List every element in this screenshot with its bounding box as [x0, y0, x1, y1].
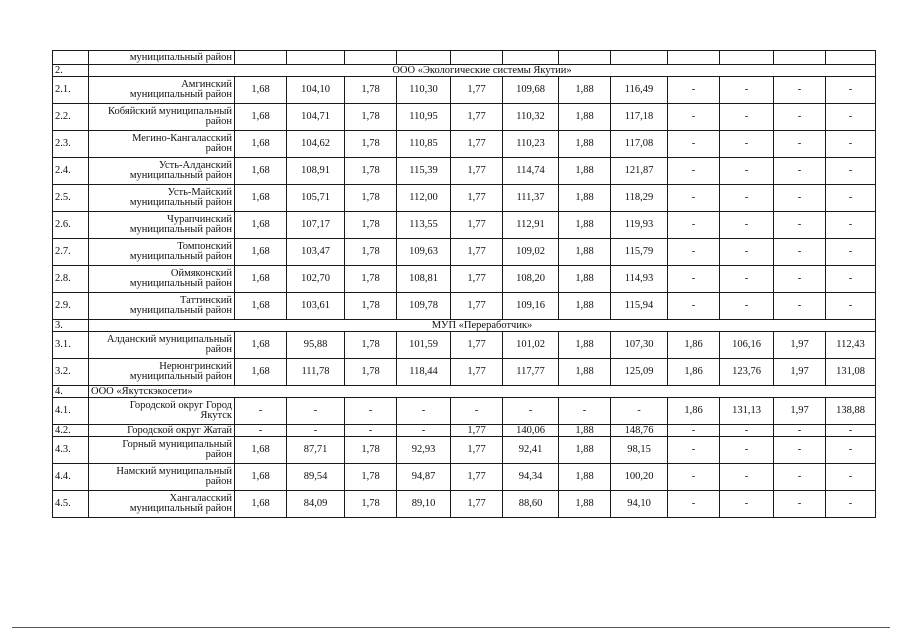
- table-row: [53, 464, 876, 491]
- value-cell: 103,47: [287, 239, 345, 266]
- row-name-line: Кобяйский муниципальный: [108, 106, 232, 117]
- value-cell: 1,68: [235, 491, 287, 518]
- value-cell: -: [668, 437, 720, 464]
- value-cell: -: [397, 425, 451, 437]
- value-cell: 1,88: [559, 437, 611, 464]
- value-cell: 1,68: [235, 104, 287, 131]
- row-name: [89, 77, 235, 104]
- row-number: 2.8.: [53, 266, 89, 293]
- value-cell: 1,88: [559, 332, 611, 359]
- value-cell: -: [720, 77, 774, 104]
- value-cell: -: [720, 104, 774, 131]
- section-row: [53, 386, 876, 398]
- value-cell: [559, 51, 611, 65]
- row-name: [89, 239, 235, 266]
- value-cell: 92,93: [397, 437, 451, 464]
- value-cell: -: [826, 104, 876, 131]
- row-name-line: район: [205, 143, 232, 154]
- value-cell: 101,02: [503, 332, 559, 359]
- value-cell: 1,77: [451, 185, 503, 212]
- row-name-line: муниципальный район: [129, 251, 232, 262]
- value-cell: -: [774, 425, 826, 437]
- table-row: [53, 185, 876, 212]
- value-cell: [287, 51, 345, 65]
- row-name: [89, 491, 235, 518]
- row-name-line: Горный муниципальный: [122, 439, 232, 450]
- row-number: 2.4.: [53, 158, 89, 185]
- value-cell: 109,63: [397, 239, 451, 266]
- value-cell: 1,68: [235, 359, 287, 386]
- value-cell: -: [287, 425, 345, 437]
- row-name-line: муниципальный район: [129, 371, 232, 382]
- value-cell: [235, 51, 287, 65]
- row-name: [89, 131, 235, 158]
- value-cell: -: [720, 185, 774, 212]
- value-cell: 115,39: [397, 158, 451, 185]
- value-cell: 1,77: [451, 425, 503, 437]
- value-cell: 125,09: [611, 359, 668, 386]
- row-name-line: район: [205, 344, 232, 355]
- value-cell: 1,88: [559, 185, 611, 212]
- value-cell: 1,78: [345, 212, 397, 239]
- row-number: [53, 51, 89, 65]
- table-row: [53, 131, 876, 158]
- value-cell: -: [826, 266, 876, 293]
- row-number: 2.9.: [53, 293, 89, 320]
- value-cell: 1,86: [668, 332, 720, 359]
- value-cell: -: [774, 185, 826, 212]
- row-name: [89, 398, 235, 425]
- row-name-line: муниципальный район: [129, 89, 232, 100]
- table-row: [53, 425, 876, 437]
- value-cell: 98,15: [611, 437, 668, 464]
- value-cell: 1,77: [451, 239, 503, 266]
- value-cell: 106,16: [720, 332, 774, 359]
- value-cell: 1,88: [559, 266, 611, 293]
- row-name-line: Хангаласский: [169, 493, 232, 504]
- value-cell: 104,71: [287, 104, 345, 131]
- value-cell: 1,68: [235, 266, 287, 293]
- row-name-line: Алданский муниципальный: [106, 334, 232, 345]
- row-number: 2.: [53, 65, 89, 77]
- value-cell: -: [668, 464, 720, 491]
- value-cell: -: [235, 425, 287, 437]
- value-cell: 1,78: [345, 239, 397, 266]
- row-number: 4.2.: [53, 425, 89, 437]
- value-cell: 1,77: [451, 104, 503, 131]
- value-cell: -: [720, 425, 774, 437]
- row-number: 3.1.: [53, 332, 89, 359]
- value-cell: -: [826, 185, 876, 212]
- row-name-line: муниципальный район: [129, 224, 232, 235]
- value-cell: 1,78: [345, 266, 397, 293]
- value-cell: 1,78: [345, 464, 397, 491]
- value-cell: 1,88: [559, 239, 611, 266]
- value-cell: 110,95: [397, 104, 451, 131]
- value-cell: 116,49: [611, 77, 668, 104]
- value-cell: -: [826, 131, 876, 158]
- value-cell: 1,78: [345, 158, 397, 185]
- table-row: [53, 398, 876, 425]
- value-cell: 1,88: [559, 158, 611, 185]
- value-cell: 1,77: [451, 266, 503, 293]
- value-cell: -: [345, 425, 397, 437]
- value-cell: 115,79: [611, 239, 668, 266]
- value-cell: -: [668, 266, 720, 293]
- value-cell: 1,68: [235, 293, 287, 320]
- value-cell: 108,20: [503, 266, 559, 293]
- row-name: [89, 437, 235, 464]
- value-cell: -: [774, 266, 826, 293]
- value-cell: 110,30: [397, 77, 451, 104]
- section-row: [53, 65, 876, 77]
- value-cell: 102,70: [287, 266, 345, 293]
- row-name-line: муниципальный район: [129, 197, 232, 208]
- row-name: [89, 293, 235, 320]
- table-row: [53, 266, 876, 293]
- value-cell: 118,29: [611, 185, 668, 212]
- table-row: [53, 293, 876, 320]
- value-cell: 114,74: [503, 158, 559, 185]
- value-cell: [345, 51, 397, 65]
- value-cell: [397, 51, 451, 65]
- value-cell: 131,13: [720, 398, 774, 425]
- value-cell: -: [668, 425, 720, 437]
- value-cell: -: [720, 239, 774, 266]
- value-cell: 89,54: [287, 464, 345, 491]
- value-cell: 1,88: [559, 104, 611, 131]
- value-cell: -: [397, 398, 451, 425]
- value-cell: -: [826, 212, 876, 239]
- value-cell: [503, 51, 559, 65]
- value-cell: [720, 51, 774, 65]
- value-cell: -: [720, 266, 774, 293]
- value-cell: 107,30: [611, 332, 668, 359]
- value-cell: -: [826, 464, 876, 491]
- value-cell: 94,10: [611, 491, 668, 518]
- value-cell: 1,77: [451, 131, 503, 158]
- value-cell: 109,78: [397, 293, 451, 320]
- value-cell: 1,78: [345, 491, 397, 518]
- value-cell: 112,91: [503, 212, 559, 239]
- value-cell: 1,86: [668, 398, 720, 425]
- row-name-line: муниципальный район: [129, 503, 232, 514]
- value-cell: 104,62: [287, 131, 345, 158]
- value-cell: 95,88: [287, 332, 345, 359]
- value-cell: 113,55: [397, 212, 451, 239]
- value-cell: 1,77: [451, 491, 503, 518]
- row-name-line: район: [205, 476, 232, 487]
- row-name-line: Оймяконский: [170, 268, 232, 279]
- table-row: [53, 491, 876, 518]
- row-number: 4.: [53, 386, 89, 398]
- value-cell: 131,08: [826, 359, 876, 386]
- value-cell: 109,68: [503, 77, 559, 104]
- value-cell: [611, 51, 668, 65]
- value-cell: 1,78: [345, 77, 397, 104]
- row-name-line: муниципальный район: [129, 305, 232, 316]
- value-cell: 112,43: [826, 332, 876, 359]
- value-cell: 109,16: [503, 293, 559, 320]
- value-cell: 104,10: [287, 77, 345, 104]
- table-row: [53, 359, 876, 386]
- tariff-table: [52, 50, 876, 518]
- value-cell: 110,32: [503, 104, 559, 131]
- value-cell: 88,60: [503, 491, 559, 518]
- value-cell: 148,76: [611, 425, 668, 437]
- value-cell: 103,61: [287, 293, 345, 320]
- value-cell: 108,91: [287, 158, 345, 185]
- row-name-line: Амгинский: [181, 79, 232, 90]
- value-cell: 1,78: [345, 437, 397, 464]
- row-name-line: Усть-Алданский: [158, 160, 232, 171]
- value-cell: -: [826, 77, 876, 104]
- value-cell: 87,71: [287, 437, 345, 464]
- value-cell: -: [826, 425, 876, 437]
- row-name: [89, 185, 235, 212]
- value-cell: 1,68: [235, 131, 287, 158]
- value-cell: 1,77: [451, 158, 503, 185]
- row-number: 4.5.: [53, 491, 89, 518]
- value-cell: 1,77: [451, 332, 503, 359]
- row-name-line: район: [205, 449, 232, 460]
- row-number: 2.5.: [53, 185, 89, 212]
- value-cell: 1,88: [559, 77, 611, 104]
- row-name: [89, 359, 235, 386]
- value-cell: -: [774, 293, 826, 320]
- value-cell: -: [826, 293, 876, 320]
- section-title: МУП «Переработчик»: [89, 320, 876, 332]
- value-cell: -: [235, 398, 287, 425]
- row-number: 2.2.: [53, 104, 89, 131]
- row-name-line: Чурапчинский: [167, 214, 232, 225]
- value-cell: 1,88: [559, 131, 611, 158]
- value-cell: 112,00: [397, 185, 451, 212]
- value-cell: 94,87: [397, 464, 451, 491]
- value-cell: 1,77: [451, 212, 503, 239]
- value-cell: -: [668, 491, 720, 518]
- row-name: [89, 464, 235, 491]
- value-cell: 1,68: [235, 437, 287, 464]
- value-cell: 1,68: [235, 185, 287, 212]
- value-cell: -: [720, 212, 774, 239]
- row-name-line: Нерюнгринский: [159, 361, 232, 372]
- value-cell: 92,41: [503, 437, 559, 464]
- value-cell: 1,68: [235, 212, 287, 239]
- table-row: [53, 212, 876, 239]
- value-cell: 1,78: [345, 104, 397, 131]
- value-cell: 1,77: [451, 293, 503, 320]
- section-title: ООО «Якутскэкосети»: [89, 386, 876, 398]
- value-cell: 119,93: [611, 212, 668, 239]
- row-name: [89, 425, 235, 437]
- value-cell: 1,97: [774, 332, 826, 359]
- value-cell: [826, 51, 876, 65]
- value-cell: -: [826, 239, 876, 266]
- value-cell: -: [559, 398, 611, 425]
- table-row: [53, 437, 876, 464]
- value-cell: 1,78: [345, 131, 397, 158]
- value-cell: 1,68: [235, 464, 287, 491]
- value-cell: -: [720, 491, 774, 518]
- value-cell: -: [345, 398, 397, 425]
- table-row: [53, 158, 876, 185]
- row-name-line: Таттинский: [180, 295, 232, 306]
- value-cell: 1,77: [451, 437, 503, 464]
- row-name: [89, 104, 235, 131]
- row-name-line: Городской округ Жатай: [127, 424, 232, 436]
- value-cell: [451, 51, 503, 65]
- value-cell: 1,88: [559, 464, 611, 491]
- value-cell: 1,68: [235, 158, 287, 185]
- row-name-line: Якутск: [200, 410, 232, 421]
- value-cell: 108,81: [397, 266, 451, 293]
- value-cell: 101,59: [397, 332, 451, 359]
- value-cell: [774, 51, 826, 65]
- value-cell: -: [720, 293, 774, 320]
- row-name-line: район: [205, 116, 232, 127]
- value-cell: 1,88: [559, 293, 611, 320]
- value-cell: 111,78: [287, 359, 345, 386]
- value-cell: 1,88: [559, 212, 611, 239]
- value-cell: 140,06: [503, 425, 559, 437]
- section-row: [53, 320, 876, 332]
- value-cell: -: [774, 131, 826, 158]
- value-cell: 1,88: [559, 425, 611, 437]
- row-number: 3.: [53, 320, 89, 332]
- section-title: ООО «Экологические системы Якутии»: [89, 65, 876, 77]
- value-cell: 100,20: [611, 464, 668, 491]
- row-name-line: муниципальный район: [129, 170, 232, 181]
- value-cell: -: [774, 77, 826, 104]
- value-cell: -: [668, 104, 720, 131]
- value-cell: 117,08: [611, 131, 668, 158]
- value-cell: -: [611, 398, 668, 425]
- value-cell: -: [774, 491, 826, 518]
- row-name: [89, 158, 235, 185]
- row-name: [89, 266, 235, 293]
- value-cell: 110,85: [397, 131, 451, 158]
- value-cell: -: [720, 131, 774, 158]
- row-name-line: Томпонский: [177, 241, 232, 252]
- value-cell: 1,78: [345, 293, 397, 320]
- value-cell: -: [774, 158, 826, 185]
- value-cell: -: [668, 77, 720, 104]
- row-number: 4.1.: [53, 398, 89, 425]
- value-cell: -: [668, 158, 720, 185]
- value-cell: 1,77: [451, 77, 503, 104]
- row-name-line: Намский муниципальный: [116, 466, 232, 477]
- value-cell: 1,97: [774, 398, 826, 425]
- value-cell: -: [826, 491, 876, 518]
- value-cell: -: [774, 464, 826, 491]
- value-cell: -: [668, 293, 720, 320]
- value-cell: -: [720, 158, 774, 185]
- value-cell: 1,68: [235, 239, 287, 266]
- value-cell: 1,88: [559, 491, 611, 518]
- value-cell: 109,02: [503, 239, 559, 266]
- value-cell: [668, 51, 720, 65]
- row-name: [89, 212, 235, 239]
- row-number: 2.7.: [53, 239, 89, 266]
- value-cell: 107,17: [287, 212, 345, 239]
- table-row: [53, 104, 876, 131]
- value-cell: 1,78: [345, 332, 397, 359]
- footer-divider: [12, 627, 890, 628]
- value-cell: -: [774, 212, 826, 239]
- value-cell: 89,10: [397, 491, 451, 518]
- value-cell: 121,87: [611, 158, 668, 185]
- value-cell: 117,77: [503, 359, 559, 386]
- value-cell: 105,71: [287, 185, 345, 212]
- value-cell: 1,78: [345, 185, 397, 212]
- row-number: 4.3.: [53, 437, 89, 464]
- value-cell: -: [668, 131, 720, 158]
- table-row: [53, 77, 876, 104]
- value-cell: 84,09: [287, 491, 345, 518]
- value-cell: 123,76: [720, 359, 774, 386]
- row-name-line: муниципальный район: [129, 278, 232, 289]
- value-cell: 111,37: [503, 185, 559, 212]
- value-cell: 1,97: [774, 359, 826, 386]
- value-cell: 114,93: [611, 266, 668, 293]
- row-number: 4.4.: [53, 464, 89, 491]
- value-cell: 1,86: [668, 359, 720, 386]
- row-number: 2.3.: [53, 131, 89, 158]
- row-number: 3.2.: [53, 359, 89, 386]
- value-cell: -: [720, 437, 774, 464]
- value-cell: -: [774, 104, 826, 131]
- value-cell: 1,78: [345, 359, 397, 386]
- row-number: 2.1.: [53, 77, 89, 104]
- value-cell: 1,77: [451, 464, 503, 491]
- value-cell: -: [287, 398, 345, 425]
- value-cell: 138,88: [826, 398, 876, 425]
- value-cell: -: [668, 212, 720, 239]
- value-cell: 110,23: [503, 131, 559, 158]
- value-cell: -: [503, 398, 559, 425]
- value-cell: -: [774, 239, 826, 266]
- value-cell: 94,34: [503, 464, 559, 491]
- row-name-line: Мегино-Кангаласский: [132, 133, 232, 144]
- row-name: муниципальный район: [89, 51, 235, 65]
- value-cell: -: [774, 437, 826, 464]
- table-row: [53, 332, 876, 359]
- value-cell: 1,88: [559, 359, 611, 386]
- value-cell: 115,94: [611, 293, 668, 320]
- table-row: [53, 51, 876, 65]
- value-cell: -: [720, 464, 774, 491]
- row-number: 2.6.: [53, 212, 89, 239]
- value-cell: 117,18: [611, 104, 668, 131]
- value-cell: -: [668, 239, 720, 266]
- value-cell: 1,68: [235, 332, 287, 359]
- value-cell: -: [668, 185, 720, 212]
- value-cell: 1,68: [235, 77, 287, 104]
- row-name-line: Городской округ Город: [129, 400, 232, 411]
- value-cell: -: [826, 437, 876, 464]
- row-name: [89, 332, 235, 359]
- value-cell: -: [451, 398, 503, 425]
- row-name-line: Усть-Майский: [167, 187, 232, 198]
- table-row: [53, 239, 876, 266]
- value-cell: 118,44: [397, 359, 451, 386]
- value-cell: 1,77: [451, 359, 503, 386]
- value-cell: -: [826, 158, 876, 185]
